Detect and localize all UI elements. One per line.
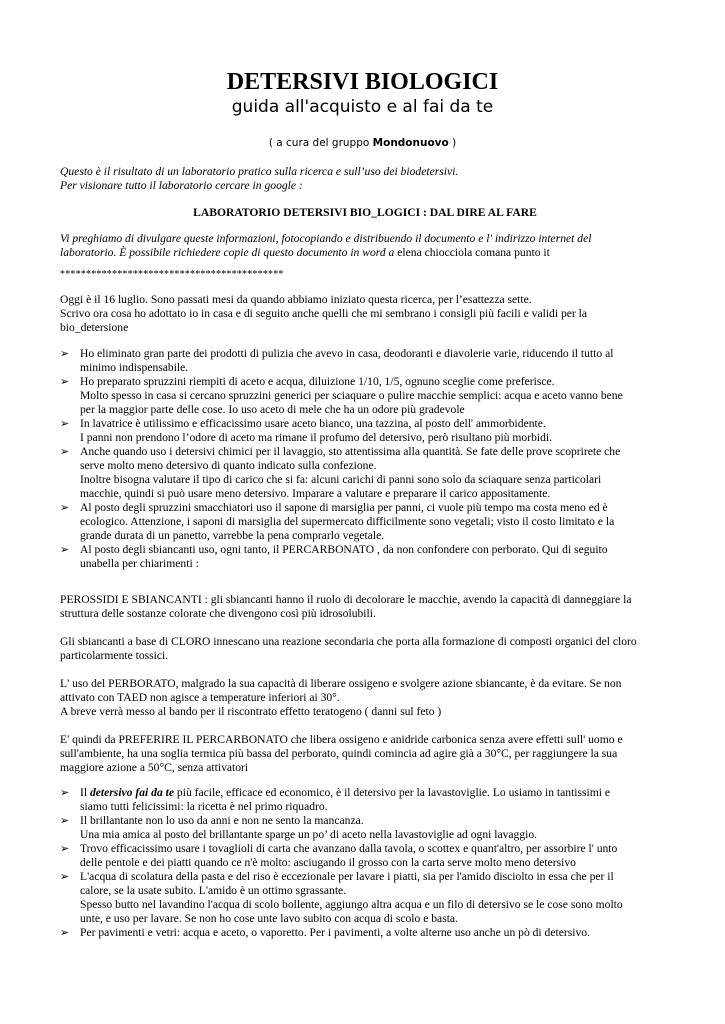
emphasis-text: detersivo fai da te	[89, 786, 175, 799]
list-item-line: grande durata di un panetto, varrebbe la pena comprarlo vegetale.	[80, 529, 385, 542]
separator-line: *******************************************	[60, 269, 284, 280]
list-item	[60, 870, 670, 926]
list-item	[60, 926, 670, 940]
document-subtitle: guida all'acquisto e al fai da te	[231, 97, 494, 117]
list-item-line: Ho preparato spruzzini riempiti di aceto e acqua, diluizione 1/10, 1/5, ognuno sceglie come preferisce.	[80, 375, 555, 388]
document-title: DETERSIVI BIOLOGICI	[226, 69, 499, 95]
list-item-line: Inoltre bisogna valutare il tipo di carico che si fa: alcuni carichi di panni sono solo da sciaquare senza particolari	[80, 473, 602, 486]
list-item-line: unte, e uso per lavare. Se non ho cose unte lavo subito con acqua di scolo e basta.	[80, 912, 458, 925]
arrow-bullet-icon: ➢	[60, 787, 70, 799]
body-paragraph: L' uso del PERBORATO, malgrado la sua capacità di liberare ossigeno e svolgere azione sbiancante, è da evitare. Se non attivato con TAED non agisce a temperature inferiori ai 30°. A breve verrà messo al bando per il riscontrato effetto teratogeno ( danni sul feto )	[60, 677, 622, 718]
list-item-line: Anche quando uso i detersivi chimici per il lavaggio, sto attentissima alla quantità. Se fate delle prove scoprirete che	[80, 445, 621, 458]
list-item-line: Spesso butto nel lavandino l'acqua di scolo bollente, aggiungo altra acqua e un filo di detersivo se le cose sono molto	[80, 898, 623, 911]
list-item-line: unabella per chiarimenti :	[80, 557, 199, 570]
arrow-bullet-icon: ➢	[60, 418, 70, 430]
list-item-line: Una mia amica al posto del brillantante sparge un po’ di aceto nella lavastoviglie ad ogni lavaggio.	[80, 828, 538, 841]
list-item	[60, 375, 670, 417]
list-item	[60, 445, 670, 501]
arrow-bullet-icon: ➢	[60, 376, 70, 388]
group-name: Mondonuovo	[372, 137, 449, 149]
list-item-line: Ho eliminato gran parte dei prodotti di pulizia che avevo in casa, deodoranti e diavolerie varie, riducendo il tutto al	[80, 347, 614, 360]
arrow-bullet-icon: ➢	[60, 446, 70, 458]
intro-paragraph: Questo è il risultato di un laboratorio pratico sulla ricerca e sull’uso dei biodetersivi. Per visionare tutto il laboratorio cercare in google :	[60, 165, 459, 192]
list-item-line: ecologico. Attenzione, i saponi di marsiglia del supermercato difficilmente sono vegetali; visto il costo limitato e la	[80, 515, 615, 528]
list-item-line: delle pentole e dei piatti quando ce n'è molto: asciugando il grosso con la carta serve molto meno detersivo	[80, 856, 576, 869]
arrow-bullet-icon: ➢	[60, 544, 70, 556]
list-item-line: Al posto degli spruzzini smacchiatori uso il sapone di marsiglia per panni, ci vuole più tempo ma costa meno ed è	[80, 501, 608, 514]
bleach-section	[60, 593, 670, 775]
list-item-line: L'acqua di scolatura della pasta e del riso è eccezionale per lavare i piatti, sia per l'amido disciolto in essa che per il	[80, 870, 614, 883]
list-item-line: serve molto meno detersivo di quanto indicato sulla confezione.	[80, 459, 377, 472]
list-item-line: Il brillantante non lo uso da anni e non ne sento la mancanza.	[80, 814, 364, 827]
body-paragraph: Gli sbiancanti a base di CLORO innescano una reazione secondaria che porta alla formazione di composti organici del cloro particolarmente tossici.	[60, 635, 637, 662]
curated-by: ( a cura del gruppo Mondonuovo )	[268, 137, 457, 149]
list-item-line: macchie, quindi si può usare meno detersivo. Imparare a valutare e preparare il carico appositamente.	[80, 487, 551, 500]
list-item	[60, 417, 670, 445]
list-item	[60, 501, 670, 543]
arrow-bullet-icon: ➢	[60, 502, 70, 514]
body-paragraph: PEROSSIDI E SBIANCANTI : gli sbiancanti hanno il ruolo di decolorare le macchie, avendo la capacità di danneggiare la struttura delle sostanze colorate che divengono così più idrosolubili.	[60, 593, 632, 620]
tips-list-1	[60, 347, 670, 571]
arrow-bullet-icon: ➢	[60, 348, 70, 360]
list-item	[60, 347, 670, 375]
opening-paragraph: Oggi è il 16 luglio. Sono passati mesi da quando abbiamo iniziato questa ricerca, per l’esattezza sette. Scrivo ora cosa ho adottato io in casa e di seguito anche quelli che mi sembrano i consigli più facili e validi per la bio_detersione	[60, 293, 588, 334]
lab-heading: LABORATORIO DETERSIVI BIO_LOGICI : DAL DIRE AL FARE	[193, 206, 537, 219]
list-item	[60, 842, 670, 870]
list-item-line: Trovo efficacissimo usare i tovaglioli di carta che avanzano dalla tavola, o scottex e quant'altro, per assorbire l' unto	[80, 842, 618, 855]
list-item-line: I panni non prendono l’odore di aceto ma rimane il profumo del detersivo, però risultano più morbidi.	[80, 431, 553, 444]
list-item-line: per la maggior parte delle cose. Io uso aceto di mele che ha un odore più gradevole	[80, 403, 465, 416]
list-item	[60, 814, 670, 842]
arrow-bullet-icon: ➢	[60, 927, 70, 939]
list-item-line: Molto spesso in casa si cercano spruzzini generici per sciaquare o pulire macchie semplici: acqua e aceto vanno bene	[80, 389, 623, 402]
list-item-line: minimo indispensabile.	[80, 361, 189, 374]
request-paragraph: Vi preghiamo di divulgare queste informazioni, fotocopiando e distribuendo il documento e l' indirizzo internet del laboratorio. È possibile richiedere copie di questo documento in word a elena chiocciola comana punto it	[60, 232, 592, 259]
list-item	[60, 543, 670, 571]
list-item-line: In lavatrice è utilissimo e efficacissimo usare aceto bianco, una tazzina, al posto dell' ammorbidente.	[80, 417, 546, 430]
body-paragraph: E' quindi da PREFERIRE IL PERCARBONATO che libera ossigeno e anidride carbonica senza avere effetti sull' uomo e sull'ambiente, ha una soglia termica più bassa del perborato, quindi comincia ad agire già a 30°C, per raggiungere la sua maggiore azione a 50°C, senza attivatori	[60, 733, 623, 774]
list-item-line: calore, se la usate subito. L'amido è un ottimo sgrassante.	[80, 884, 347, 897]
arrow-bullet-icon: ➢	[60, 843, 70, 855]
list-item-line: Al posto degli sbiancanti uso, ogni tanto, il PERCARBONATO , da non confondere con perborato. Qui di seguito	[80, 543, 608, 556]
arrow-bullet-icon: ➢	[60, 815, 70, 827]
arrow-bullet-icon: ➢	[60, 871, 70, 883]
list-item: ➢ Il detersivo fai da te più facile, efficace ed economico, è il detersivo per la lavastoviglie. Lo usiamo in tantissimi e siamo tutti felicissimi: la ricetta è nel primo riquadro.	[60, 786, 611, 813]
list-item-line: Per pavimenti e vetri: acqua e aceto, o vaporetto. Per i pavimenti, a volte alterne uso anche un pò di detersivo.	[80, 926, 590, 939]
tips-list-2	[60, 786, 670, 940]
contact-address: elena chiocciola comana punto it	[397, 246, 550, 259]
